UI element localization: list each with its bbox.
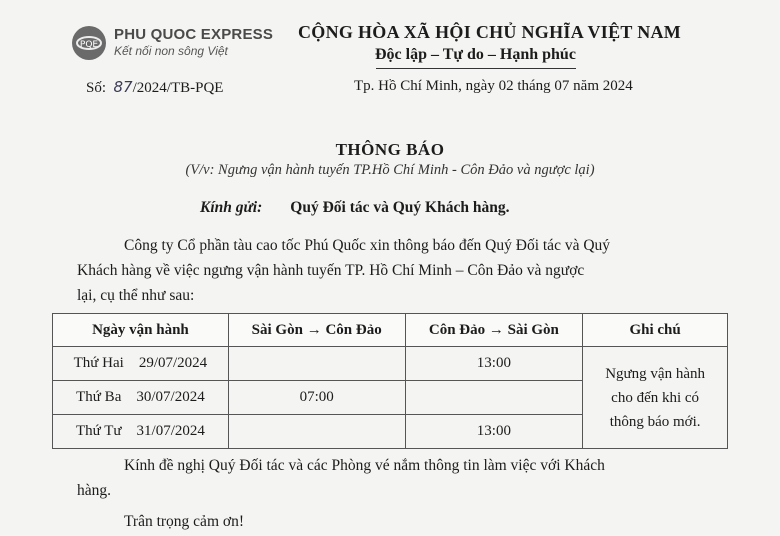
table-row [53,347,728,381]
note-line-1: Ngưng vận hành [605,365,705,382]
header-operating-date: Ngày vận hành [53,314,229,347]
sg-cd-time: 07:00 [228,381,405,415]
document-subject: (V/v: Ngưng vận hành tuyến TP.Hồ Chí Minh - Côn Đảo và ngược lại) [185,162,595,178]
header-cd-to-sg: Côn Đảo → Sài Gòn [405,314,583,347]
header-sg-to-cd: Sài Gòn → Côn Đảo [228,314,405,347]
weekday: Thứ Ba [76,389,122,405]
date: 29/07/2024 [138,355,208,371]
doc-no-handwritten: 87 [113,78,133,96]
cd-sg-time: 13:00 [405,347,583,381]
recipient-line [200,199,509,217]
header-note: Ghi chú [583,314,728,347]
date: 31/07/2024 [136,423,205,439]
thanks-line: Trân trọng cảm ơn! [124,513,244,530]
place-and-date: Tp. Hồ Chí Minh, ngày 02 tháng 07 năm 2024 [354,78,633,94]
weekday: Thứ Hai [73,355,124,371]
logo-slogan: Kết nối non sông Việt [114,44,228,58]
note-cell [583,347,728,449]
table-header-row [53,314,728,347]
date: 30/07/2024 [136,389,205,405]
intro-line-3: lại, cụ thể như sau: [77,287,195,304]
sg-cd-time [228,347,405,381]
document-title: THÔNG BÁO [335,140,445,159]
schedule-table [52,313,728,449]
cd-sg-time: 13:00 [405,415,583,449]
closing-line-2: hàng. [77,482,112,499]
document-number [86,78,223,97]
closing-line-1: Kính đề nghị Quý Đối tác và các Phòng vé nắm thông tin làm việc với Khách [124,457,605,474]
intro-line-1: Công ty Cổ phần tàu cao tốc Phú Quốc xin thông báo đến Quý Đối tác và Quý [124,237,611,254]
intro-line-2: Khách hàng về việc ngưng vận hành tuyến TP. Hồ Chí Minh – Côn Đảo và ngược [77,262,585,279]
logo-emblem-icon [72,26,106,60]
company-logo [72,22,282,62]
date-cell [53,381,229,415]
recipient-name: Quý Đối tác và Quý Khách hàng. [290,199,510,216]
note-line-2: cho đến khi có [611,389,700,406]
svg-text:PQE: PQE [79,40,99,50]
recipient-label: Kính gửi: [200,199,263,216]
doc-no-suffix: /2024/TB-PQE [132,80,224,96]
doc-no-label: Số: [86,80,107,96]
national-motto: Độc lập – Tự do – Hạnh phúc [375,46,576,63]
date-cell [53,415,229,449]
logo-brand-text: PHU QUOC EXPRESS [114,26,274,43]
date-cell [53,347,229,381]
nation-heading: CỘNG HÒA XÃ HỘI CHỦ NGHĨA VIỆT NAM [298,22,682,42]
weekday: Thứ Tư [75,423,122,439]
motto-underline [376,68,576,69]
sg-cd-time [228,415,405,449]
cd-sg-time [405,381,583,415]
note-line-3: thông báo mới. [609,413,701,430]
